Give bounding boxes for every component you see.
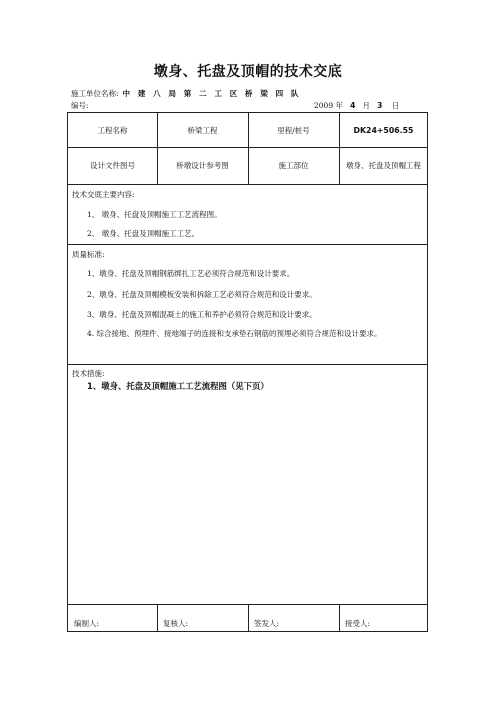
quality-item-2: 2、墩身、托盘及顶帽模板安装和拆除工艺必须符合规范和设计要求。 (87, 290, 317, 299)
page-title: 墩身、托盘及顶帽的技术交底 (153, 64, 343, 80)
handover-form-table (67, 112, 428, 632)
column-divider (157, 604, 158, 632)
content-item-2: 2、 墩身、托盘及顶帽施工工艺。 (87, 229, 200, 238)
measures-section-label: 技术措施: (72, 369, 105, 378)
row-divider (68, 244, 427, 245)
document-number-label: 编号: (71, 101, 89, 110)
reviewed-by-label: 复核人: (163, 619, 189, 628)
construction-part-label: 施工部位 (278, 161, 309, 170)
chainage-label: 里程/桩号 (277, 125, 310, 135)
construction-unit-value: 中 建 八 局 第 二 工 区 桥 梁 四 队 (122, 89, 302, 98)
column-divider (248, 604, 249, 632)
date-year: 2009 (314, 101, 334, 110)
quality-item-4: 4. 综合接地、预埋件、接地端子的连接和支承垫石钢筋的预埋必须符合规范和设计要求。 (87, 329, 382, 338)
project-name-value: 桥梁工程 (187, 125, 218, 135)
row-divider (68, 364, 427, 365)
quality-section-label: 质量标准: (72, 250, 105, 259)
issued-by-label: 签发人: (254, 619, 280, 628)
quality-item-3: 3、墩身、托盘及顶帽混凝土的施工和养护必须符合规范和设计要求。 (87, 310, 317, 319)
date-month-suffix: 月 (362, 101, 371, 110)
column-divider (339, 604, 340, 632)
date-day-suffix: 日 (391, 101, 400, 110)
prepared-by-label: 编制人: (74, 619, 100, 628)
row-divider (68, 184, 427, 185)
design-drawing-label: 设计文件图号 (90, 161, 135, 170)
date-year-suffix: 年 (335, 101, 343, 110)
quality-item-1: 1、墩身、托盘及顶帽钢筋绑扎工艺必须符合规范和设计要求。 (87, 269, 295, 278)
chainage-value: DK24+506.55 (353, 125, 414, 135)
project-name-label: 工程名称 (97, 125, 128, 135)
construction-unit-label: 施工单位名称: (71, 89, 119, 98)
date-day: 3 (377, 101, 383, 110)
construction-unit-line (71, 88, 301, 99)
construction-part-value: 墩身、托盘及顶帽工程 (346, 161, 421, 170)
document-date (314, 100, 399, 111)
measures-heading: 1、墩身、托盘及顶帽施工工艺流程图（见下页） (87, 381, 269, 391)
design-drawing-value: 桥墩设计参考图 (176, 161, 229, 170)
received-by-label: 接受人: (345, 619, 371, 628)
content-item-1: 1、 墩身、托盘及顶帽施工工艺流程图。 (87, 210, 222, 219)
date-month: 4 (350, 101, 356, 110)
content-section-label: 技术交底主要内容: (72, 190, 135, 199)
